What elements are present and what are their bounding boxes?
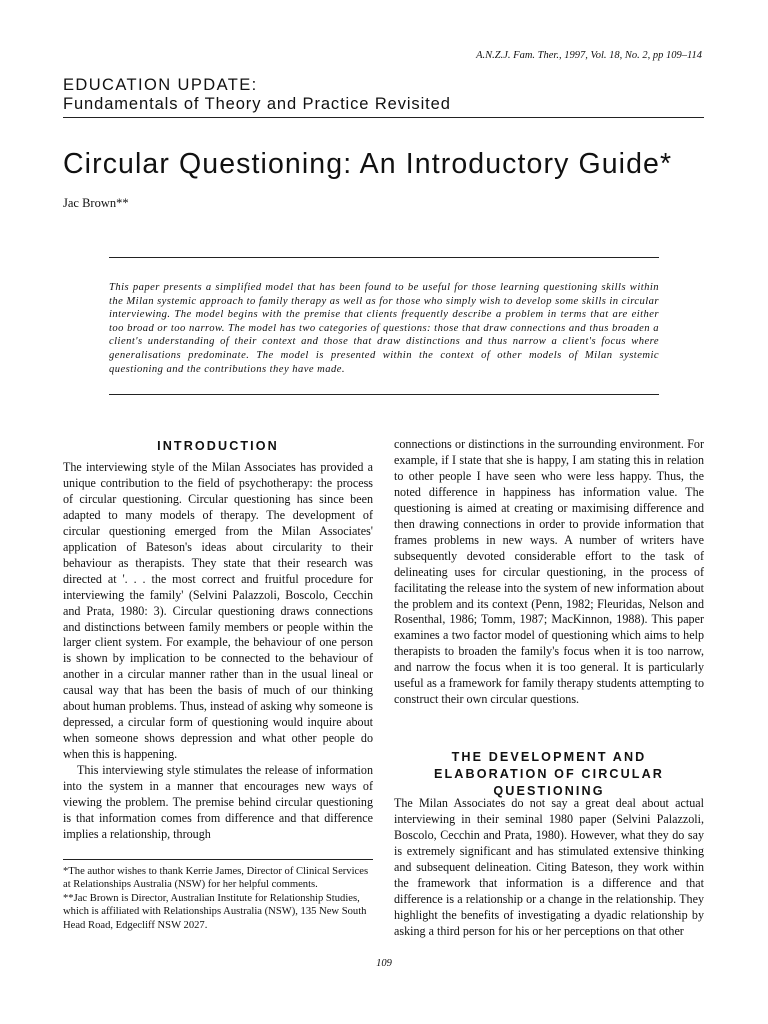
- right-column-lower: [394, 796, 704, 940]
- kicker-title: EDUCATION UPDATE:: [63, 76, 258, 94]
- footnotes: [63, 865, 373, 932]
- abstract: This paper presents a simplified model that has been found to be useful for those learning questioning skills within the Milan systemic approach to family therapy as well as for those who simply wish to develop some skills in circular interviewing. The model begins with the premise that clients frequently describe a problem in terms that are either too broad or too narrow. The model has two categories of questions: those that draw connections and thus broaden a client's understanding of their context and those that draw distinctions and thus narrow a client's focus where generalisations predominate. The model is presented within the context of other models of Milan systemic questioning and the contributions they have made.: [109, 282, 659, 375]
- author-name: Jac Brown**: [63, 196, 129, 210]
- page-number: 109: [376, 958, 392, 969]
- intro-paragraph-2: This interviewing style stimulates the release of information into the system in a manner that encourages new ways of viewing the problem. The premise behind circular questioning is that information comes from difference and that difference implies a relationship, through: [63, 763, 373, 841]
- right-column: [394, 437, 704, 708]
- footnote-rule: [63, 859, 373, 860]
- header-rule: [63, 117, 704, 118]
- abstract-rule-bottom: [109, 394, 659, 395]
- introduction-heading: INTRODUCTION: [157, 439, 279, 453]
- intro-paragraph-1: The interviewing style of the Milan Associates has provided a unique contribution to the field of psychotherapy: the process of circular questioning. Circular questioning has since been adapted to many models of therapy. The development of circular questioning emerged from the Milan Associates' application of Bateson's ideas about circularity to their behaviour as therapists. They state that their research was directed at '. . . the most correct and fruitful procedure for interviewing the family' (Selvini Palazzoli, Boscolo, Cecchin and Prata, 1980: 3). Circular questioning draws connections and distinctions between family members or people within the larger client system. For example, the behaviour of one person is shown by implication to be connected to the behaviour of another in a circular manner rather than in the usual lineal or causal way that has been the basis of much of our thinking about human problems. Thus, instead of asking why someone is depressed, a circular form of questioning would inquire about when someone shows depression and what other people do when this is happening.: [63, 460, 373, 762]
- left-column: [63, 460, 373, 843]
- footnote-1: *The author wishes to thank Kerrie James, Director of Clinical Services at Relationships Australia (NSW) for her helpful comments.: [63, 866, 369, 891]
- section-kicker: [63, 76, 451, 114]
- footnote-2: **Jac Brown is Director, Australian Institute for Relationship Studies, which is affiliated with Relationships Australia (NSW), 135 New South Head Road, Edgecliff NSW 2027.: [63, 892, 367, 931]
- article-title: Circular Questioning: An Introductory Guide*: [63, 148, 673, 180]
- development-paragraph-1: The Milan Associates do not say a great deal about actual interviewing in their seminal 1980 paper (Selvini Palazzoli, Boscolo, Cecchin and Prata, 1980). However, what they do say is extremely significant and has stimulated extensive thinking and subsequent delineation. Citing Bateson, they work within the framework that information is a difference and that difference is a relationship or a change in the relationship. They highlight the benefits of investigating a dyadic relationship by asking a third person for his or her perceptions on that other: [394, 796, 704, 938]
- intro-paragraph-3: connections or distinctions in the surrounding environment. For example, if I state that she is happy, I am stating this in relation to other people I have seen who were less happy. Thus, the noted difference in happiness has information value. The questioning is aimed at creating or maximising difference and then drawing connections in order to provide information that frames problems in new ways. A number of writers have subsequently devoted considerable effort to the task of delineating uses for circular questioning, in the process of facilitating the release into the system of new information about the problem and its context (Penn, 1982; Fleuridas, Nelson and Rosenthal, 1986; Tomm, 1987; MacKinnon, 1988). This paper examines a two factor model of questioning which aims to help therapists to broaden the family's focus when it is too narrow, and narrow the focus when it is too general. It is particularly useful as a framework for family therapy students attempting to construct their own circular questions.: [394, 437, 704, 707]
- abstract-rule-top: [109, 257, 659, 258]
- development-heading: THE DEVELOPMENT AND ELABORATION OF CIRCULAR QUESTIONING: [434, 750, 664, 798]
- journal-citation: A.N.Z.J. Fam. Ther., 1997, Vol. 18, No. 2, pp 109–114: [476, 50, 702, 61]
- kicker-subtitle: Fundamentals of Theory and Practice Revisited: [63, 95, 451, 113]
